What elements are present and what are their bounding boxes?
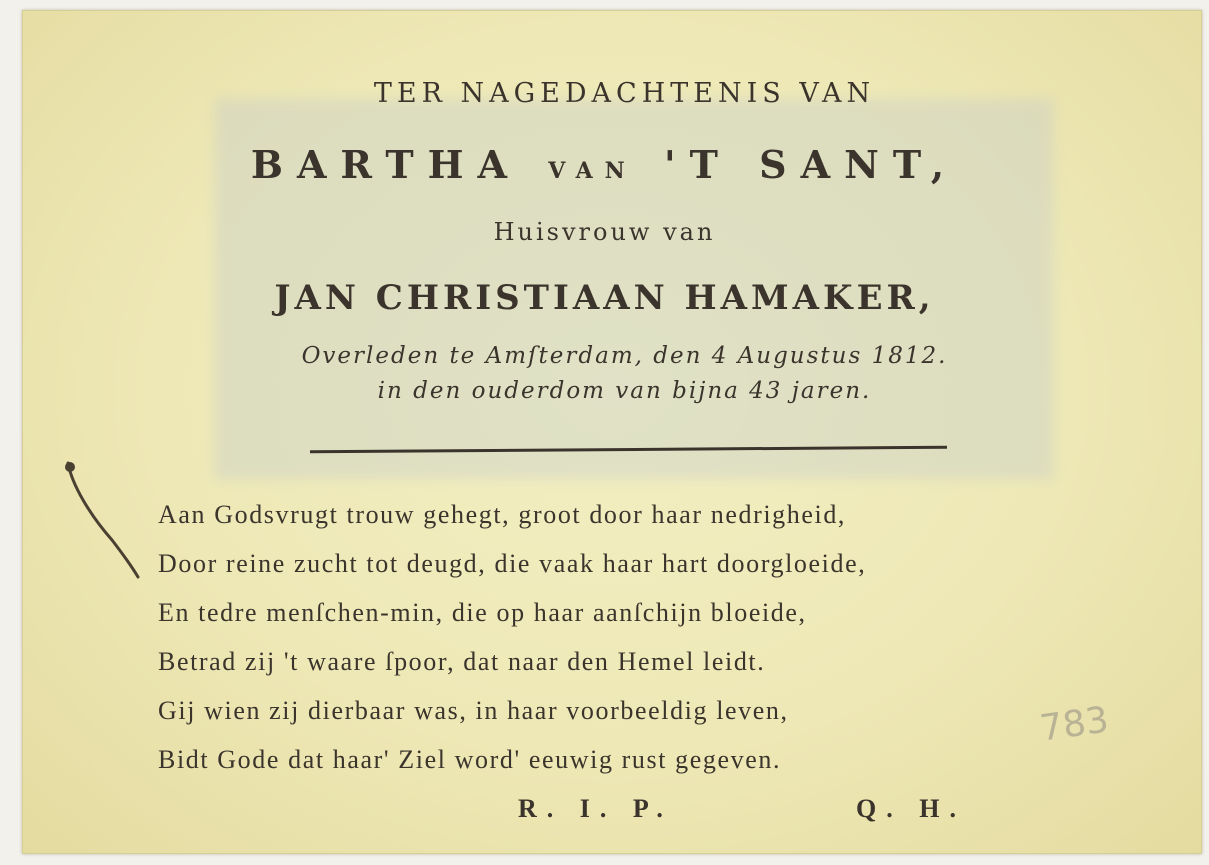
verse-line: En tedre menſchen-min, die op haar aanſchijn bloeide, xyxy=(158,598,807,627)
ink-mark-icon xyxy=(60,455,150,595)
verse-line: Betrad zij 't waare ſpoor, dat naar den Hemel leidt. xyxy=(158,647,766,676)
verse-line: Door reine zucht tot deugd, die vaak haar hart doorgloeide, xyxy=(158,549,867,578)
rip-initials: R. I. P. xyxy=(518,794,673,823)
deceased-surname: 'T SANT, xyxy=(664,142,959,187)
spouse-name: JAN CHRISTIAAN HAMAKER, xyxy=(274,278,935,318)
deceased-name xyxy=(0,142,1209,187)
age-at-death: in den ouderdom van bijna 43 jaren. xyxy=(377,378,872,404)
heading-in-memory: TER NAGEDACHTENIS VAN xyxy=(373,78,876,109)
qh-initials: Q. H. xyxy=(856,794,966,823)
verse-line: Gij wien zij dierbaar was, in haar voorbeeldig leven, xyxy=(158,696,789,725)
death-place-date: Overleden te Amſterdam, den 4 Augustus 1812. xyxy=(301,343,948,369)
deceased-name-particle: VAN xyxy=(548,158,637,184)
wife-of-line: Huisvrouw van xyxy=(493,218,716,246)
deceased-first-name: BARTHA xyxy=(250,142,522,187)
verse-line: Aan Godsvrugt trouw gehegt, groot door haar nedrigheid, xyxy=(158,500,847,529)
pencil-inventory-number: 783 xyxy=(1037,699,1112,750)
memorial-verse xyxy=(158,490,866,784)
verse-line: Bidt Gode dat haar' Ziel word' eeuwig rust gegeven. xyxy=(158,745,782,774)
